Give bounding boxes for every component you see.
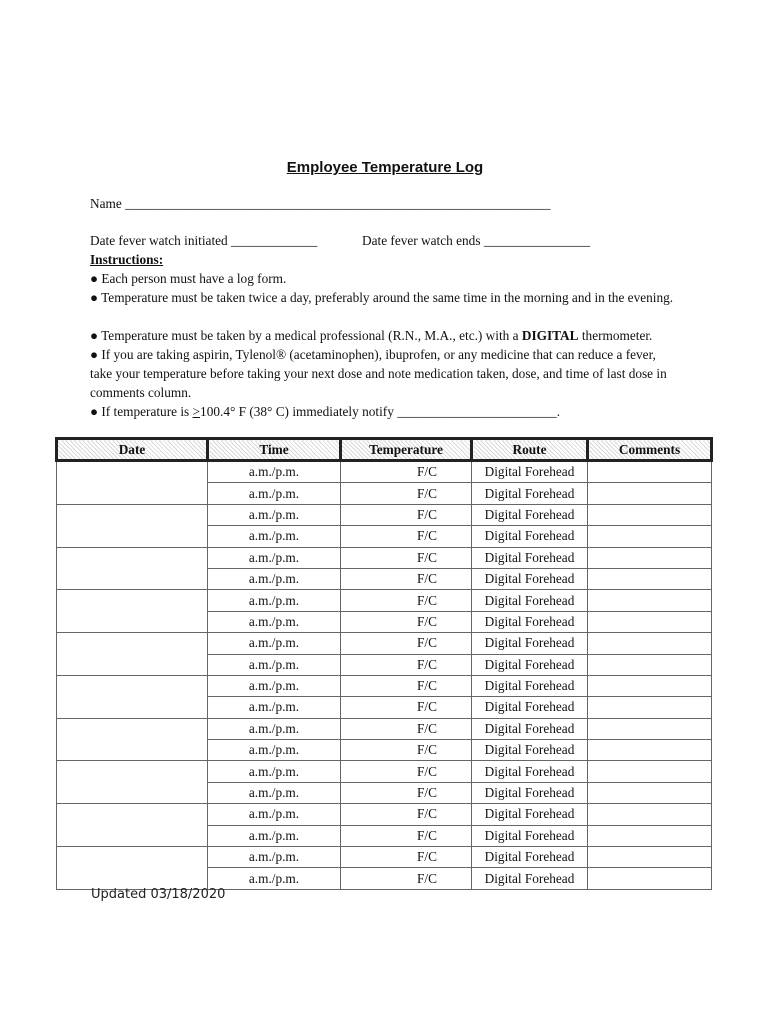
time-cell[interactable]: a.m./p.m.	[208, 697, 341, 718]
temperature-cell[interactable]: F/C	[341, 761, 472, 782]
header-date: Date	[57, 439, 208, 461]
route-cell: Digital Forehead	[472, 526, 588, 547]
temperature-cell[interactable]: F/C	[341, 718, 472, 739]
route-cell: Digital Forehead	[472, 547, 588, 568]
date-cell[interactable]	[57, 804, 208, 847]
instruction-bullet-1: ● Each person must have a log form.	[90, 271, 287, 286]
temperature-log-table	[55, 437, 713, 890]
date-cell[interactable]	[57, 761, 208, 804]
comments-cell[interactable]	[588, 568, 712, 589]
table-row	[57, 504, 712, 525]
time-cell[interactable]: a.m./p.m.	[208, 611, 341, 632]
time-cell[interactable]: a.m./p.m.	[208, 568, 341, 589]
temperature-cell[interactable]: F/C	[341, 825, 472, 846]
time-cell[interactable]: a.m./p.m.	[208, 483, 341, 504]
comments-cell[interactable]	[588, 825, 712, 846]
temperature-cell[interactable]: F/C	[341, 611, 472, 632]
time-cell[interactable]: a.m./p.m.	[208, 718, 341, 739]
bullet-3-text-end: thermometer.	[578, 328, 653, 343]
bullet-3-text: ● Temperature must be taken by a medical professional (R.N., M.A., etc.) with a	[90, 328, 522, 343]
digital-emphasis: DIGITAL	[521, 328, 579, 343]
comments-cell[interactable]	[588, 483, 712, 504]
temperature-cell[interactable]: F/C	[341, 654, 472, 675]
date-cell[interactable]	[57, 718, 208, 761]
time-cell[interactable]: a.m./p.m.	[208, 804, 341, 825]
temperature-cell[interactable]: F/C	[341, 526, 472, 547]
temperature-cell[interactable]: F/C	[341, 804, 472, 825]
instruction-bullet-5	[90, 402, 680, 421]
comments-cell[interactable]	[588, 590, 712, 611]
time-cell[interactable]: a.m./p.m.	[208, 847, 341, 868]
instruction-bullet-3	[90, 326, 680, 345]
temperature-cell[interactable]: F/C	[341, 633, 472, 654]
comments-cell[interactable]	[588, 847, 712, 868]
comments-cell[interactable]	[588, 697, 712, 718]
comments-cell[interactable]	[588, 654, 712, 675]
route-cell: Digital Forehead	[472, 740, 588, 761]
route-cell: Digital Forehead	[472, 675, 588, 696]
time-cell[interactable]: a.m./p.m.	[208, 782, 341, 803]
date-cell[interactable]	[57, 504, 208, 547]
date-cell[interactable]	[57, 461, 208, 505]
route-cell: Digital Forehead	[472, 868, 588, 889]
time-cell[interactable]: a.m./p.m.	[208, 825, 341, 846]
header-time: Time	[208, 439, 341, 461]
temperature-cell[interactable]: F/C	[341, 782, 472, 803]
table-body	[57, 461, 712, 890]
route-cell: Digital Forehead	[472, 590, 588, 611]
route-cell: Digital Forehead	[472, 633, 588, 654]
date-fever-watch-ends[interactable]: Date fever watch ends ________________	[362, 233, 591, 248]
route-cell: Digital Forehead	[472, 782, 588, 803]
date-cell[interactable]	[57, 547, 208, 590]
table-row	[57, 718, 712, 739]
time-cell[interactable]: a.m./p.m.	[208, 761, 341, 782]
temperature-cell[interactable]: F/C	[341, 568, 472, 589]
table-row	[57, 633, 712, 654]
comments-cell[interactable]	[588, 718, 712, 739]
time-cell[interactable]: a.m./p.m.	[208, 740, 341, 761]
comments-cell[interactable]	[588, 868, 712, 889]
table-row	[57, 847, 712, 868]
route-cell: Digital Forehead	[472, 761, 588, 782]
temperature-cell[interactable]: F/C	[341, 547, 472, 568]
route-cell: Digital Forehead	[472, 483, 588, 504]
time-cell[interactable]: a.m./p.m.	[208, 526, 341, 547]
time-cell[interactable]: a.m./p.m.	[208, 547, 341, 568]
bullet-5-text: ● If temperature is	[90, 404, 193, 419]
route-cell: Digital Forehead	[472, 718, 588, 739]
date-fever-watch-initiated[interactable]: Date fever watch initiated _____________	[90, 233, 318, 248]
date-cell[interactable]	[57, 675, 208, 718]
time-cell[interactable]: a.m./p.m.	[208, 868, 341, 889]
comments-cell[interactable]	[588, 526, 712, 547]
time-cell[interactable]: a.m./p.m.	[208, 461, 341, 483]
bullet-5-text-end: 100.4° F (38° C) immediately notify ________________________.	[200, 404, 561, 419]
temperature-cell[interactable]: F/C	[341, 740, 472, 761]
comments-cell[interactable]	[588, 633, 712, 654]
table-row	[57, 461, 712, 483]
date-cell[interactable]	[57, 633, 208, 676]
temperature-cell[interactable]: F/C	[341, 675, 472, 696]
temperature-cell[interactable]: F/C	[341, 461, 472, 483]
route-cell: Digital Forehead	[472, 697, 588, 718]
route-cell: Digital Forehead	[472, 825, 588, 846]
date-cell[interactable]	[57, 847, 208, 890]
instruction-bullet-4: ● If you are taking aspirin, Tylenol® (acetaminophen), ibuprofen, or any medicine that can reduce a fever, take your temperature before taking your next dose and note medication taken, dose, and time of last dose in comments column.	[90, 347, 667, 400]
route-cell: Digital Forehead	[472, 654, 588, 675]
table-row	[57, 590, 712, 611]
temperature-cell[interactable]: F/C	[341, 590, 472, 611]
header-comments: Comments	[588, 439, 712, 461]
time-cell[interactable]: a.m./p.m.	[208, 590, 341, 611]
time-cell[interactable]: a.m./p.m.	[208, 633, 341, 654]
time-cell[interactable]: a.m./p.m.	[208, 654, 341, 675]
time-cell[interactable]: a.m./p.m.	[208, 675, 341, 696]
table-row	[57, 761, 712, 782]
comments-cell[interactable]	[588, 761, 712, 782]
comments-cell[interactable]	[588, 611, 712, 632]
comments-cell[interactable]	[588, 461, 712, 483]
table-row	[57, 547, 712, 568]
name-field[interactable]: Name ________________________________________________________________	[90, 196, 551, 211]
page-title: Employee Temperature Log	[286, 159, 484, 176]
comments-cell[interactable]	[588, 504, 712, 525]
route-cell: Digital Forehead	[472, 804, 588, 825]
comments-cell[interactable]	[588, 740, 712, 761]
updated-date: Updated 03/18/2020	[91, 887, 226, 902]
comments-cell[interactable]	[588, 675, 712, 696]
table-row	[57, 675, 712, 696]
temperature-cell[interactable]: F/C	[341, 697, 472, 718]
temperature-cell[interactable]: F/C	[341, 483, 472, 504]
date-cell[interactable]	[57, 590, 208, 633]
temperature-cell[interactable]: F/C	[341, 504, 472, 525]
instruction-bullet-2: ● Temperature must be taken twice a day, preferably around the same time in the morning and in the evening.	[90, 290, 674, 305]
comments-cell[interactable]	[588, 804, 712, 825]
time-cell[interactable]: a.m./p.m.	[208, 504, 341, 525]
route-cell: Digital Forehead	[472, 568, 588, 589]
header-route: Route	[472, 439, 588, 461]
header-temperature: Temperature	[341, 439, 472, 461]
greater-equal-sign: >	[192, 404, 201, 419]
temperature-cell[interactable]: F/C	[341, 868, 472, 889]
table-row	[57, 804, 712, 825]
route-cell: Digital Forehead	[472, 504, 588, 525]
temperature-cell[interactable]: F/C	[341, 847, 472, 868]
instructions-heading: Instructions:	[90, 252, 164, 267]
route-cell: Digital Forehead	[472, 461, 588, 483]
route-cell: Digital Forehead	[472, 611, 588, 632]
comments-cell[interactable]	[588, 782, 712, 803]
table-header-row	[57, 439, 712, 461]
comments-cell[interactable]	[588, 547, 712, 568]
route-cell: Digital Forehead	[472, 847, 588, 868]
